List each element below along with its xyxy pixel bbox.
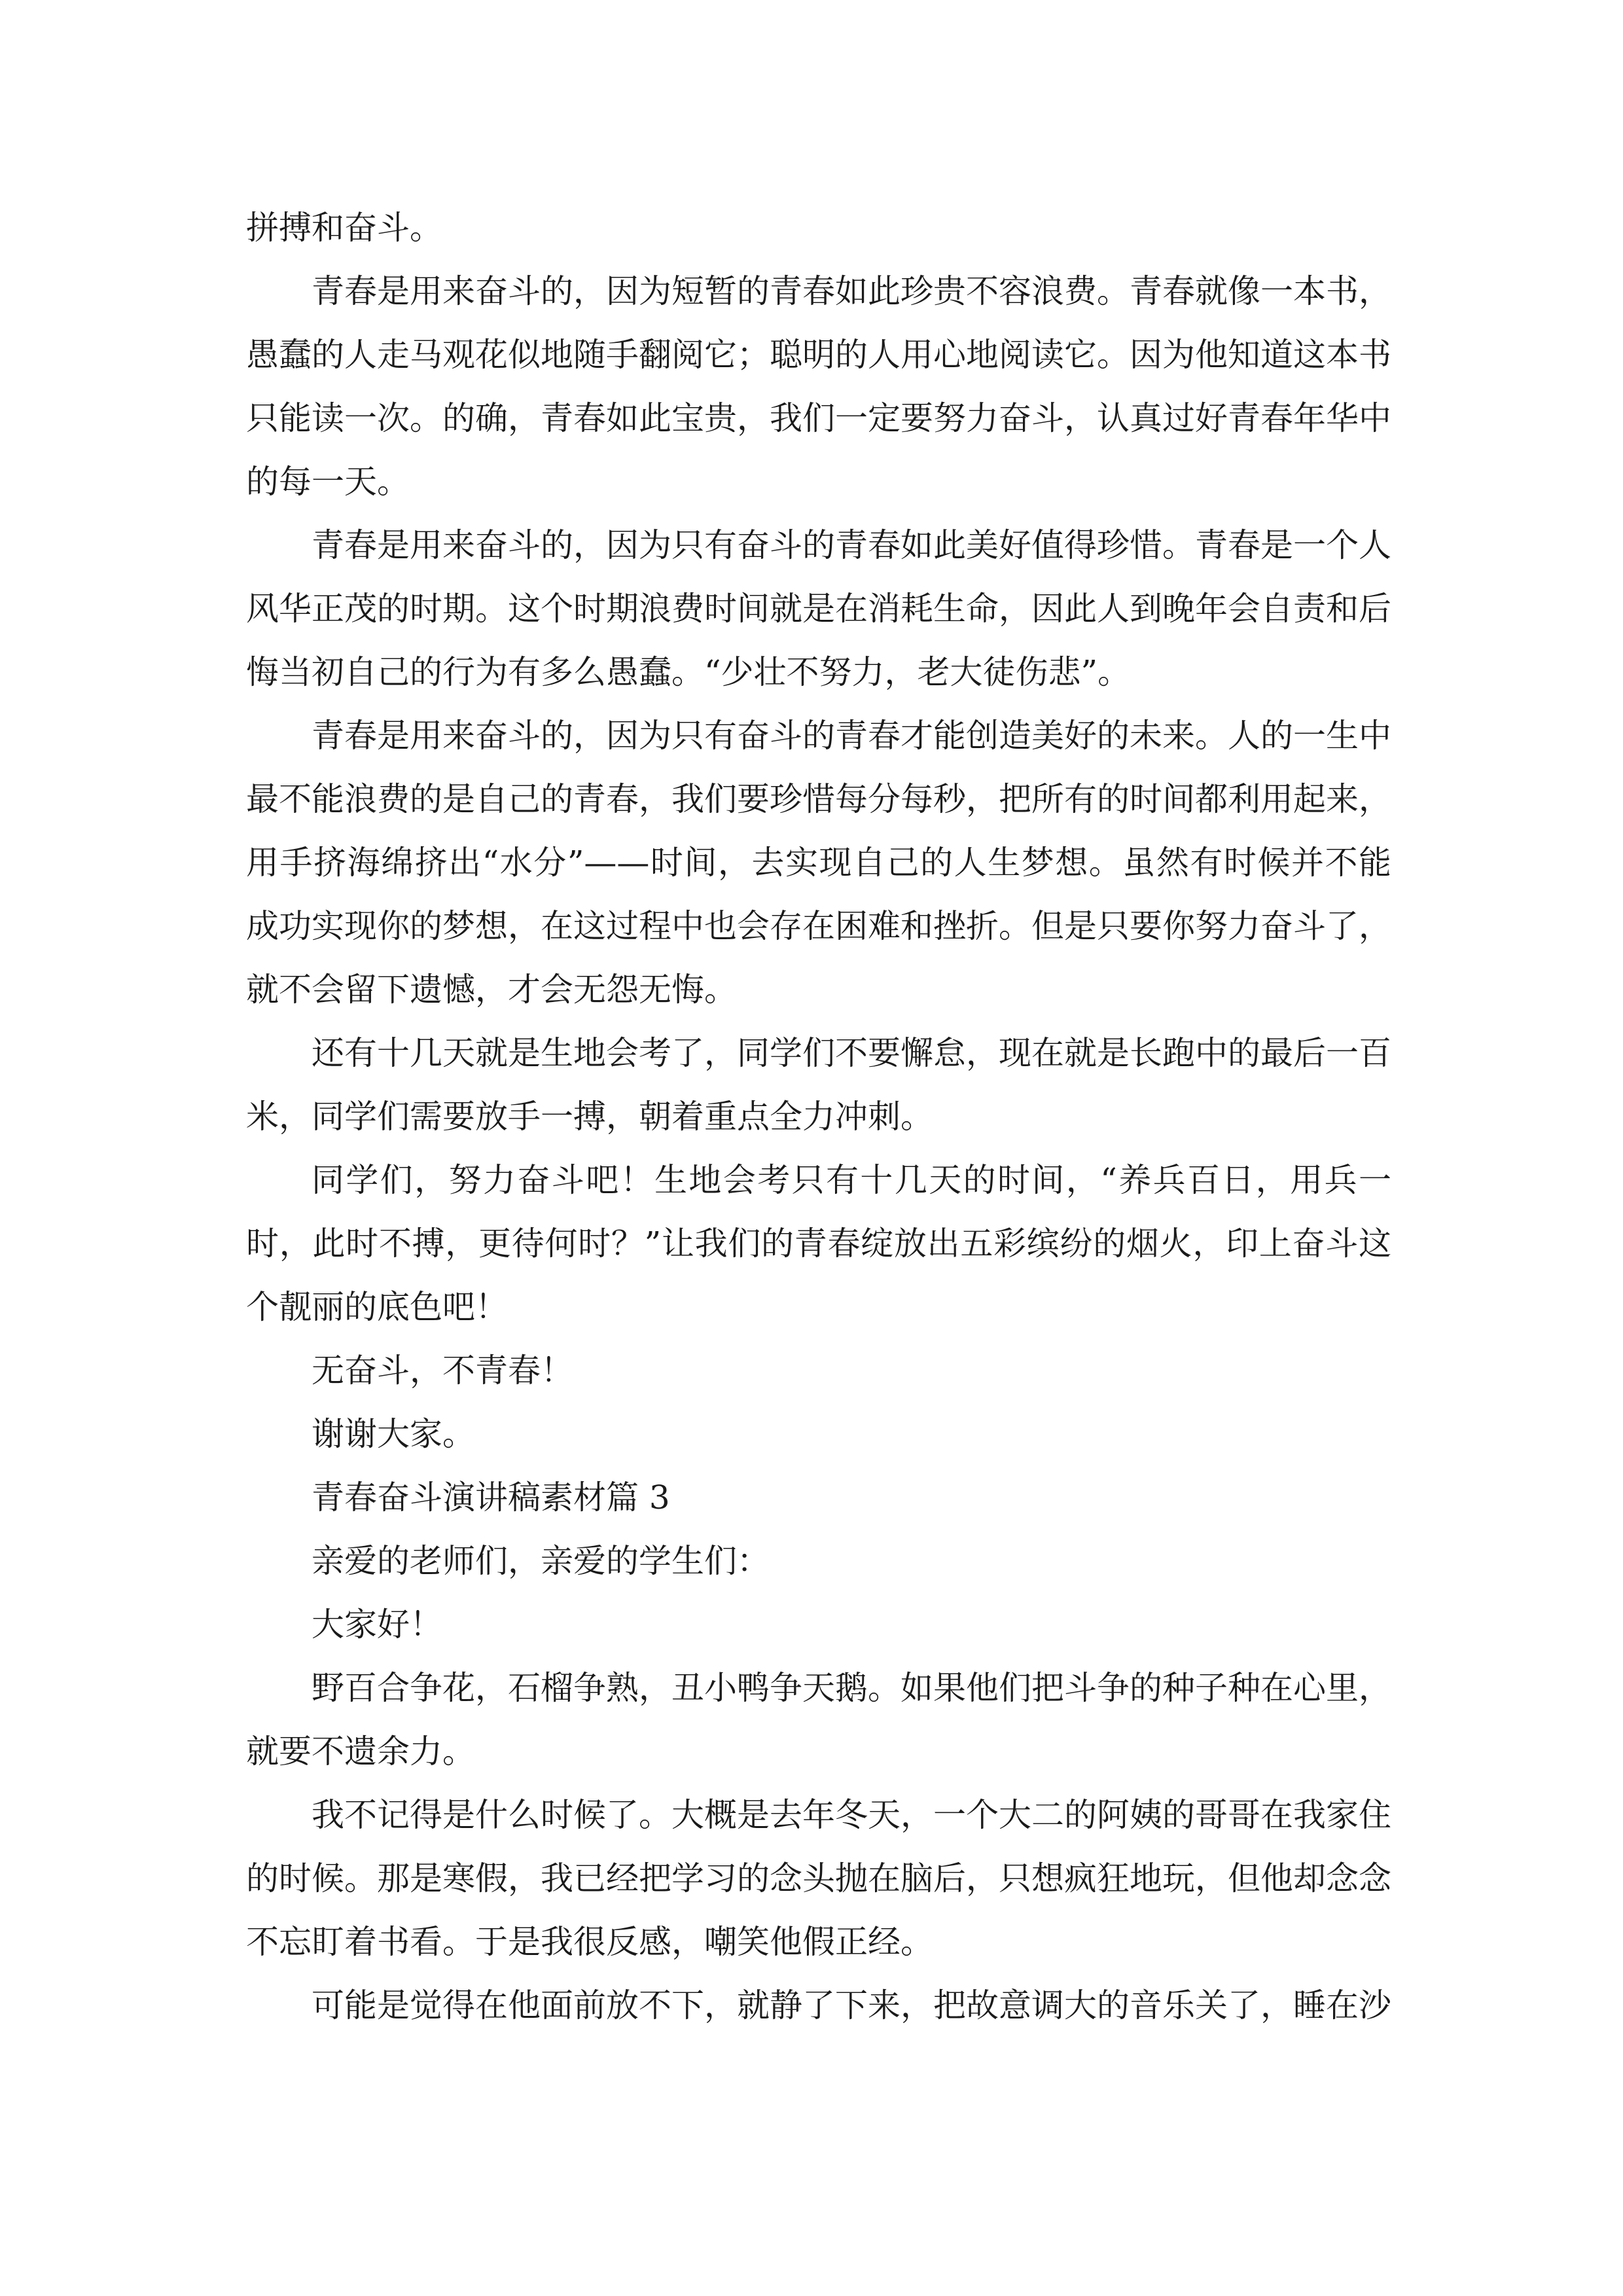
- paragraph: 无奋斗，不青春！: [312, 1352, 573, 1390]
- paragraph: 青春是用来奋斗的，因为只有奋斗的青春才能创造美好的未来。人的一生中最不能浪费的是自己的青春，我们要珍惜每分每秒，把所有的时间都利用起来，用手挤海绵挤出“水分”——时间，去实现自己的人生梦想。虽然有时候并不能成功实现你的梦想，在这过程中也会存在困难和挫折。但是只要你努力奋斗了，就不会留下遗憾，才会无怨无悔。: [246, 717, 1391, 1009]
- paragraph: 同学们，努力奋斗吧！生地会考只有十几天的时间，“养兵百日，用兵一时，此时不搏，更待何时？”让我们的青春绽放出五彩缤纷的烟火，印上奋斗这个靓丽的底色吧！: [246, 1161, 1391, 1326]
- salutation: 亲爱的老师们，亲爱的学生们：: [312, 1542, 770, 1580]
- greeting: 大家好！: [312, 1605, 442, 1643]
- document-body: [246, 196, 1391, 2037]
- section-heading: 青春奋斗演讲稿素材篇 3: [312, 1479, 670, 1516]
- paragraph: 青春是用来奋斗的，因为只有奋斗的青春如此美好值得珍惜。青春是一个人风华正茂的时期。这个时期浪费时间就是在消耗生命，因此人到晚年会自责和后悔当初自己的行为有多么愚蠢。“少壮不努力，老大徒伤悲”。: [246, 526, 1391, 691]
- paragraph: 谢谢大家。: [312, 1415, 475, 1453]
- paragraph: 可能是觉得在他面前放不下，就静了下来，把故意调大的音乐关了，睡在沙: [312, 1986, 1391, 2024]
- paragraph: 我不记得是什么时候了。大概是去年冬天，一个大二的阿姨的哥哥在我家住的时候。那是寒假，我已经把学习的念头抛在脑后，只想疯狂地玩，但他却念念不忘盯着书看。于是我很反感，嘲笑他假正经。: [246, 1796, 1391, 1961]
- paragraph-continuation: 拼搏和奋斗。: [246, 209, 442, 247]
- paragraph: 青春是用来奋斗的，因为短暂的青春如此珍贵不容浪费。青春就像一本书，愚蠢的人走马观花似地随手翻阅它；聪明的人用心地阅读它。因为他知道这本书只能读一次。的确，青春如此宝贵，我们一定要努力奋斗，认真过好青春年华中的每一天。: [246, 272, 1391, 501]
- paragraph: 还有十几天就是生地会考了，同学们不要懈怠，现在就是长跑中的最后一百米，同学们需要放手一搏，朝着重点全力冲刺。: [246, 1034, 1391, 1136]
- paragraph: 野百合争花，石榴争熟，丑小鸭争天鹅。如果他们把斗争的种子种在心里，就要不遗余力。: [246, 1669, 1391, 1770]
